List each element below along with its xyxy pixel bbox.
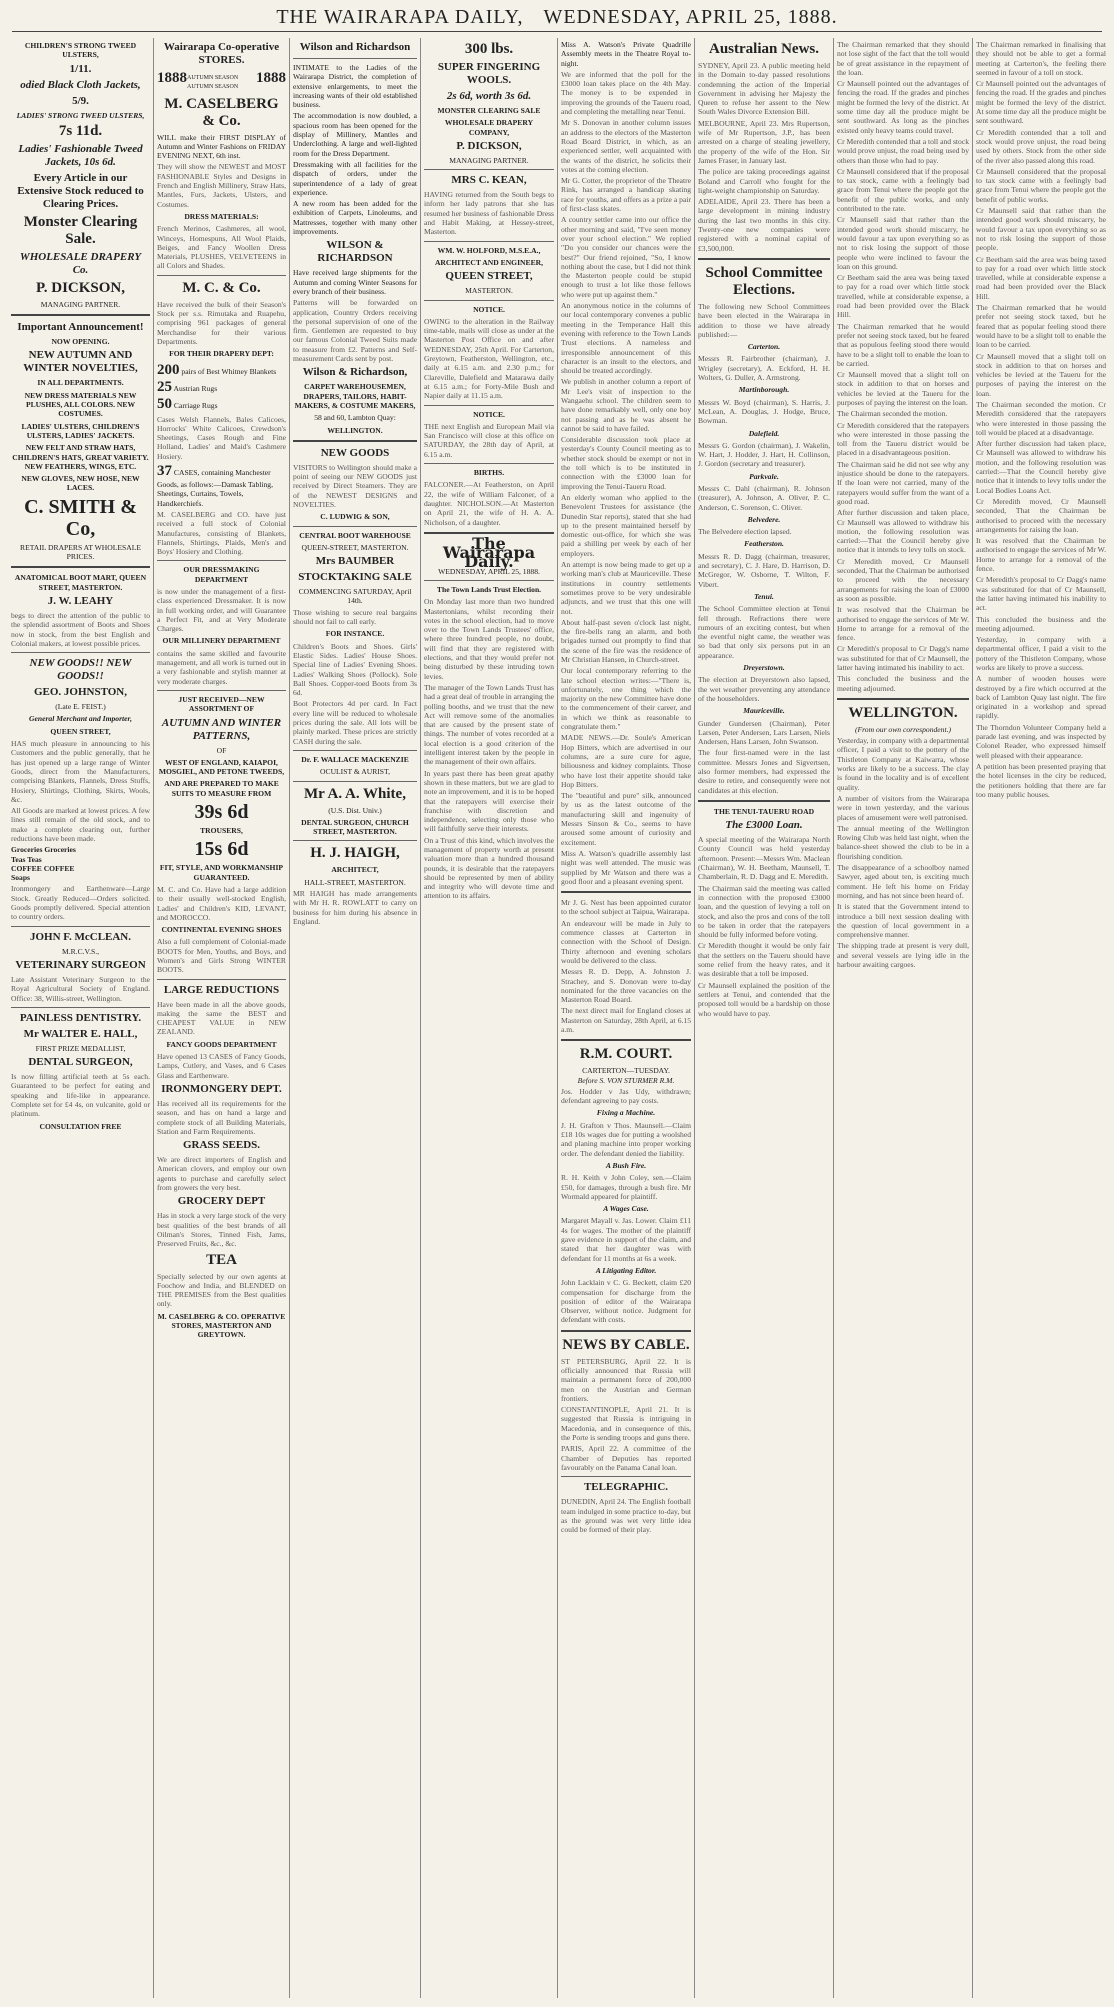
school-featherston: Featherston.: [744, 539, 784, 549]
rm-litigating: A Litigating Editor.: [595, 1265, 657, 1275]
ad-commencing: COMMENCING SATURDAY, April 14th.: [298, 587, 412, 606]
ad-coop: Wairarapa Co-operative STORES.: [163, 41, 280, 66]
ad-intimate: INTIMATE to the Ladies of the Wairarapa District, the completion of extensive enlargements, to meet the increasing wants of their old established business.: [293, 63, 417, 110]
ad-ladies-ulsters2: LADIES' ULSTERS, CHILDREN'S ULSTERS, LADIES' JACKETS.: [21, 421, 140, 440]
ad-holford: WM. W. HOLFORD, M.S.E.A.,: [437, 245, 541, 255]
ad-new-autumn: NEW AUTUMN AND WINTER NOVELTIES,: [23, 349, 138, 375]
ad-monster: Monster Clearing Sale.: [23, 213, 138, 247]
ad-fit: FIT, STYLE, AND WORKMANSHIP GUARANTEED.: [159, 863, 284, 882]
rm-before: Before S. VON STURMER R.M.: [577, 1075, 675, 1085]
ad-grocery: GROCERY DEPT: [177, 1195, 266, 1208]
ad-fashionable: Ladies' Fashionable Tweed Jackets, 10s 6d.: [18, 142, 143, 168]
ad-prize: FIRST PRIZE MEDALLIST,: [35, 1043, 126, 1053]
ad-dickson: P. DICKSON,: [35, 279, 126, 296]
ad-caselberg: M. CASELBERG & Co.: [164, 95, 279, 129]
ad-johnston: GEO. JOHNSTON,: [33, 686, 127, 699]
ad-all-departments: IN ALL DEPARTMENTS.: [37, 378, 124, 388]
ad-soaps: Soaps: [11, 873, 30, 883]
ad-dds: (U.S. Dist. Univ.): [328, 805, 382, 815]
ad-now-opening: NOW OPENING.: [51, 337, 110, 347]
count-50: 50: [157, 395, 172, 412]
ad-general: General Merchant and Importer,: [29, 714, 132, 724]
ad-queen: QUEEN STREET,: [445, 270, 533, 283]
daily-title: The Wairarapa Daily.: [442, 533, 536, 572]
notice-1: NOTICE.: [473, 304, 505, 314]
ad-teas: Teas Teas: [11, 854, 42, 864]
ad-prices: 2s 6d, worth 3s 6d.: [446, 90, 532, 102]
ad-show-day: WILL make their FIRST DISPLAY of Autumn and Winter Fashions on FRIDAY EVENING NEXT, 6th inst.: [157, 132, 286, 161]
ad-consultation: CONSULTATION FREE: [39, 1121, 122, 1131]
ad-prepared: AND ARE PREPARED TO MAKE SUITS TO MEASURE FROM: [164, 779, 279, 798]
column-2: Wairarapa Co-operative STORES. 1888 AUTUMN SEASON AUTUMN SEASON 1888 M. CASELBERG & Co. WILL make their FIRST DISPLAY of Autumn and Winter Fashions on FRIDAY EVENING NEXT, 6th inst. They will show the NEWEST and MOST FASHIONABLE Styles and Designs in French and English Millinery, Straw Hats, Mantles, Furs, Jackets, Ulsters, and Costumes. DRESS MATERIALS: French Merinos, Cashmeres, all wool, Winceys, Homespuns, All Wool Plaids, Beiges, and Fancy Woollen Dress Materials, PLUSHES, VELVETEENS in all Colors and Shades. M. C. & Co. Have received the bulk of their Season's Stock per s.s. Rimutaka and Ruapehu, comprising 961 packages of general Merchandise for their various Departments. FOR THEIR DRAPERY DEPT: 200 pairs of Best Whitney Blankets 25 Austrian Rugs 50 Carriage Rugs Cases Welsh Flannels, Bales Calicoes, Horrocks' White Calicoes, Crewdson's Sheetings, Cases Rough and Fine Holland, Ladies' and Maid's Cashmere Hosiery. 37 CASES, containing Manchester Goods, as follows:—Damask Tabling, Sheetings, Curtains, Towels, Handkerchiefs. M. CASELBERG and CO. have just received a full stock of Colonial Manufactures, consisting of Blankets, Flannels, Shirtings, Plaids, Men's and Boys' Hosiery and Clothing. OUR DRESSMAKING DEPARTMENT is now under the management of a first-class experienced Dressmaker. It is now in full working order, and will Guarantee a Perfect Fit, and at Very Moderate Charges. OUR MILLINERY DEPARTMENT contains the same skilled and favourite management, and all work is turned out in a very fashionable and stylish manner at very moderate charges. JUST RECEIVED—NEW ASSORTMENT OF AUTUMN AND WINTER PATTERNS, OF WEST OF ENGLAND, KAIAPOI, MOSGIEL, AND PETONE TWEEDS, AND ARE PREPARED TO MAKE SUITS TO MEASURE FROM 39s 6d TROUSERS, 15s 6d FIT, STYLE, AND WORKMANSHIP GUARANTEED. M. C. and Co. Have had a large addition to their usually well-stocked English, Ladies' and Children's KID, LEVANT, and MOROCCO. CONTINENTAL EVENING SHOES Also a full complement of Colonial-made BOOTS for Men, Youths, and Boys, and Women's and Girls Strong WINTER BOOTS. LARGE REDUCTIONS Have been made in all the above goods, making the same the BEST and CHEAPEST VALUE in NEW ZEALAND. FANCY GOODS DEPARTMENT Have opened 13 CASES of Fancy Goods, Lamps, Cutlery, and Vases, and 6 Cases Glass and Earthenware. IRONMONGERY DEPT. Has received all its requirements for the season, and has on hand a large and complete stock of all Building Materials, Station and Farm Requirements. GRASS SEEDS. We are direct importers of English and American clovers, and employ our own agents to purchase and carefully select from growers the very best. GROCERY DEPT Has in stock a very large stock of the very best qualities of the best brands of all Oilman's Stores, Tinned Fish, Jams, Preserved Fruits, &c., &c. TEA Specially selected by our own agents at Foochow and India, and BLENDED on THE PREMISES from the Best qualities only. M. CASELBERG & CO. OPERATIVE STORES, MASTERTON AND GREYTOWN.: [157, 41, 286, 1340]
rm-court: R.M. COURT.: [579, 1046, 673, 1063]
masthead: [0, 4, 1114, 30]
ad-masterton: MASTERTON.: [465, 286, 513, 296]
school-carterton: Carterton.: [747, 342, 781, 352]
ad-for-instance: FOR INSTANCE.: [325, 629, 385, 639]
year-left: 1888: [157, 70, 187, 86]
ad-dental: DENTAL SURGEON,: [28, 1056, 133, 1069]
ad-dressmaking: Dressmaking with all facilities for the dispatch of orders, under the superintendence of a lady of great experience.: [293, 159, 417, 197]
ad-wr-head: Wilson and Richardson: [299, 41, 411, 53]
ad-coffee: COFFEE COFFEE: [11, 863, 75, 873]
notice-2: NOTICE.: [473, 409, 505, 419]
count-25: 25: [157, 378, 172, 395]
column-7: The Chairman remarked that they should not lose sight of the fact that the toll would be of great assistance in the repayment of the loan. Cr Maunsell pointed out the advantages of fencing the road. If the grades and pinches might be formed the levy of the district. At some time day all the produce might be sent southward. As long as the pinches existed only heavy teams could travel. Cr Meredith contended that a toll and stock would prove unjust, the road being used by others than those who had to pay. Cr Maunsell considered that if the proposal to tax stock, came with a feelingly bad grace from Tenui where the people got the benefit of the public works, and only contributed to the rate. Cr Maunsell said that rather than the intended good work should miscarry, he would favour a tax upon everything so as not to risk losing the support of those people who were inclined to favour the loan on this ground. Cr Beetham said the area was being taxed to pay for a road over which little stock travelled, while at considerable expense, a road had been provided over the Black Hill. The Chairman remarked that he would prefer not seeing stock taxed, but he feared that as populous feeling stood there would have to be a slight toll to enable the loan to be carried. Cr Maunsell moved that a slight toll on stock in addition to that on horses and vehicles be levied at the Taueru for the purposes of paying the interest on the loan. The Chairman seconded the motion. Cr Meredith considered that the ratepayers who were interested in those passing the toll from the Taueru district would be placed in a disadvantageous position. The Chairman said he did not see why any injustice should be done to the ratepayers. If the loan were not carried, many of the ratepayers would suffer from the want of a good road. After further discussion and taken place, Cr Maunsell was allowed to withdraw his motion, the following resolution was carried:—That the Council hereby give notice that it intends to levy tolls on stock. Cr Meredith moved, Cr Maunsell seconded, That the Chairman be authorised to proceed with the necessary arrangements for raising the loan of £3000 as soon as possible. It was resolved that the Chairman be authorised to engage the services of Mr W. Horne to arrange for a removal of the fence. Cr Meredith's proposal to Cr Dagg's name was substituted for that of Cr Maunsell, the latter having intimated his inability to act. This concluded the business and the meeting adjourned. WELLINGTON. (From our own correspondent.) Yesterday, in company with a departmental officer, I paid a visit to the pottery of the Thistleton Company at Kaiwarra, whose works are likely to be a success. The clay is found in the locality and is of excellent quality. A number of visitors from the Wairarapa were in town yesterday, and the various places of amusement were well patronised. The annual meeting of the Wellington Rowing Club was held last night, when the balance-sheet showed the club to be in a flourishing condition. The disappearance of a schoolboy named Sawyer, aged about ten, is exciting much comment. He left his home on Friday morning, and has not since been heard of. It is stated that the Government intend to introduce a bill next session dealing with the question of local government in a comprehensive manner. The shipping trade at present is very dull, and several vessels are lying idle in the harbour awaiting cargoes.: [837, 40, 969, 970]
school-belvedere: Belvedere.: [747, 514, 781, 524]
ad-wr2: WILSON & RICHARDSON: [317, 239, 393, 265]
ad-painless: PAINLESS DENTISTRY.: [19, 1011, 142, 1024]
ad-accommodation: The accommodation is now doubled, a spacious room has been opened for the display of Millinery, Mantles and Underclothing. A large and well-lighted room for the Dress Department.: [293, 111, 417, 158]
ad-ladies-ulsters: LADIES' STRONG TWEED ULSTERS,: [16, 110, 145, 120]
ad-west: WEST OF ENGLAND, KAIAPOI, MOSGIEL, AND PETONE TWEEDS,: [158, 757, 285, 777]
masthead-date: WEDNESDAY, APRIL 25, 1888.: [543, 5, 838, 28]
ad-important: Important Announcement!: [17, 321, 144, 334]
wellington-corresp: (From our own correspondent.): [854, 724, 952, 734]
ad-white: Mr A. A. White,: [304, 785, 406, 802]
ad-queen: QUEEN-STREET, MASTERTON.: [301, 542, 409, 552]
ad-for-their: FOR THEIR DRAPERY DEPT:: [169, 349, 274, 359]
count-200: 200: [157, 361, 180, 378]
column-3: Wilson and Richardson INTIMATE to the Ladies of the Wairarapa District, the completion of extensive enlargements, to meet the increasing wants of their old established business. The accommodation is now doubled, a spacious room has been opened for the display of Millinery, Mantles and Underclothing. A large and well-lighted room for the Dress Department. Dressmaking with all facilities for the dispatch of orders, under the superintendence of a lady of great experience. A new room has been added for the exhibition of Carpets, Linoleums, and Mattresses, together with many other improvements. WILSON & RICHARDSON Have received large shipments for the Autumn and coming Winter Seasons for every branch of their business. Patterns will be forwarded on application, Country Orders receiving the personal supervision of one of the firm. Gentlemen are requested to buy our famous Colonial Tweed Suits made to measure from £2. Patterns and Self-measurement Cards sent by post. Wilson & Richardson, CARPET WAREHOUSEMEN, DRAPERS, TAILORS, HABIT-MAKERS, & COSTUME MAKERS, 58 and 60, Lambton Quay: WELLINGTON. NEW GOODS VISITORS to Wellington should make a point of seeing our NEW GOODS just received by Direct Steamers. They are of the NEWEST DESIGNS and NOVELTIES. C. LUDWIG & SON, CENTRAL BOOT WAREHOUSE QUEEN-STREET, MASTERTON. Mrs BAUMBER STOCKTAKING SALE COMMENCING SATURDAY, April 14th. Those wishing to secure real bargains should not fail to call early. FOR INSTANCE. Children's Boots and Shoes. Girls' Elastic Sides. Ladies' House Shoes. Special line of Ladies' Evening Shoes. Ladies' Walking Shoes (Pollock). Sole Ball Shoes. Copper-toed Boots from 3s 6d. Boot Protectors 4d per card. In Fact every line will be reduced to wholesale prices during the sale. All lots will be plainly marked. These prices are strictly CASH during the sale. Dr. F. WALLACE MACKENZIE OCULIST & AURIST, Mr A. A. White, (U.S. Dist. Univ.) DENTAL SURGEON, CHURCH STREET, MASTERTON. H. J. HAIGH, ARCHITECT, HALL-STREET, MASTERTON. MR HAIGH has made arrangements with Mr H. R. ROWLATT to carry on business for him during his absence in England.: [293, 41, 417, 926]
ad-jackets: odied Black Cloth Jackets,: [20, 78, 141, 91]
ad-vet: VETERINARY SURGEON: [15, 958, 146, 971]
ad-large: Have received large shipments for the Autumn and coming Winter Seasons for every branch of their business.: [293, 268, 417, 296]
ad-lbs: 300 lbs.: [464, 41, 514, 57]
count-37: 37: [157, 463, 172, 480]
ad-oculist: OCULIST & AURIST,: [320, 767, 390, 777]
ad-hall: HALL-STREET, MASTERTON.: [304, 877, 406, 887]
ad-grass: GRASS SEEDS.: [182, 1139, 261, 1152]
ad-address: 58 and 60, Lambton Quay:: [314, 413, 396, 423]
ad-wellington: WELLINGTON.: [327, 425, 383, 435]
ad-dress-materials: NEW DRESS MATERIALS NEW PLUSHES, ALL COLORS. NEW COSTUMES.: [24, 390, 137, 419]
rm-fixing: Fixing a Machine.: [596, 1108, 656, 1118]
ad-mclean: JOHN F. McCLEAN.: [29, 930, 132, 943]
ad-specialist: Dr. F. WALLACE MACKENZIE: [301, 754, 409, 764]
column-6: Australian News. SYDNEY, April 23. A public meeting held in the Domain to-day passed resolutions condemning the action of the Imperial Government in advising her Majesty the Queen to refuse her assent to the New South Wales Divorce Extension Bill. MELBOURNE, April 23. Mrs Rupertson, wife of Mr Rupertson, J.P., has been arrested on a charge of stealing jewellery, the property of the wife of the Hon. Sir James Fraser, in January last. The police are taking proceedings against Boland and Carroll who fought for the light-weight championship on Saturday. ADELAIDE, April 23. There has been a large development in mining industry during the last two months in this city. Twenty-one new companies were registered with a nominal capital of £3,500,000. School Committee Elections. The following new School Committees have been elected in the Wairarapa in addition to those we have already published:— Carterton. Messrs R. Fairbrother (chairman), J. Wrigley (secretary), A. Eckford, H. H. Wolters, G. Duller, A. Armstrong. Martinborough. Messrs W. Boyd (chairman), S. Harris, J. McLean, A. Douglas, J. Hodge, Bruce, Bowman. Dalefield. Messrs G. Gordon (chairman), J. Wakelin, W. Hart, J. Hodder, J. Hart, H. Collinson, J. Gordon (secretary and treasurer). Parkvale. Messrs C. Dahl (chairman), R. Johnson (treasurer), A. Johnson, A. Oliver, P. C. Anderson, C. Sorenson, C. Oliver. Belvedere. The Belvedere election lapsed. Featherston. Messrs R. D. Dagg (chairman, treasurer, and secretary), C. J. Hare, D. Harrison, D. McGregor, W. Osborne, T. Wilton, F. Vibert. Tenui. The School Committee election at Tenui fell through. Refractions there were rumours of an exciting contest, but when the eventful night came, the weather was so bad that only six persons put in an appearance. Dreyerstown. The election at Dreyerstown also lapsed, the wet weather preventing any attendance of the householders. Mauriceville. Gunder Gundersen (Chairman), Peter Larsen, Peter Andersen, Lars Larsen, Niels Andersen, Hans Larsen, John Swanson. The four first-named were in the last committee. Messrs Jones and Sigvertsen, also former members, had expressed the desire to retire, and consequently were not candidates at this election. THE TENUI-TAUERU ROAD The £3000 Loan. A special meeting of the Wairarapa North County Council was held yesterday afternoon. Present:—Messrs Wm. Maclean (Chairman), W. H. Beetham, Maunsell, T. Chamberlain, R. D. Dagg and E. Meredith. The Chairman said the meeting was called in connection with the proposed £3000 loan, and the question of levying a toll on stock, and also the pros and cons of the toll to be taken in order that the ratepayers should be fully informed before voting. Cr Meredith thought it would be only fair that the settlers on the Taueru should have some relief from the heavy rates, and it was desirable that a toll be imposed. Cr Maunsell explained the position of the settlers at Tenui, and contended that the proposed toll would be a hardship on those who would have to pay.: [698, 41, 830, 1018]
rm-bush-fire: A Bush Fire.: [605, 1160, 647, 1170]
rm-carterton: CARTERTON—TUESDAY.: [582, 1066, 670, 1076]
ad-gloves: NEW GLOVES, NEW HOSE, NEW LACES.: [21, 474, 140, 493]
ad-mc-co: M. C. & Co.: [182, 279, 261, 296]
ad-ladies-ulsters-price: 7s 11d.: [58, 122, 103, 139]
telegraphic: TELEGRAPHIC.: [583, 1481, 669, 1494]
rm-wages: A Wages Case.: [603, 1204, 649, 1214]
ad-smith: C. SMITH & Co,: [24, 495, 137, 540]
ad-fancy-goods: FANCY GOODS DEPARTMENT: [166, 1039, 277, 1049]
article-election: The Town Lands Trust Election.: [436, 584, 542, 594]
ad-ulsters-price: 1/11.: [69, 62, 92, 75]
year-right: 1888: [256, 70, 286, 86]
ad-carpet: CARPET WAREHOUSEMEN, DRAPERS, TAILORS, HABIT-MAKERS, & COSTUME MAKERS,: [294, 382, 416, 410]
tenui-road: THE TENUI-TAUERU ROAD: [713, 806, 815, 816]
ad-dressmaking: OUR DRESSMAKING DEPARTMENT: [183, 565, 260, 584]
ad-every-article: Every Article in our Extensive Stock reduced to Clearing Prices.: [17, 171, 144, 210]
ad-new-goods: NEW GOODS: [320, 446, 390, 459]
ad-late: (Late E. FEIST.): [55, 702, 106, 712]
australian-news: Australian News.: [708, 41, 819, 57]
ad-dental: DENTAL SURGEON, CHURCH STREET, MASTERTON.: [301, 817, 409, 837]
tenui-loan: The £3000 Loan.: [725, 819, 803, 832]
school-elections: School Committee Elections.: [705, 264, 823, 298]
ad-ironmongery: IRONMONGERY DEPT.: [161, 1082, 282, 1095]
ad-jackets-price: 5/9.: [72, 94, 89, 107]
ad-central: CENTRAL BOOT WAREHOUSE: [299, 530, 411, 540]
ad-stocktaking: STOCKTAKING SALE: [298, 571, 412, 584]
ad-price2: 15s 6d: [194, 838, 249, 861]
ad-wholesale: WHOLESALE DRAPERY Co.: [19, 250, 142, 276]
ad-super: SUPER FINGERING WOOLS.: [437, 61, 541, 86]
ad-groceries: Groceries Groceries: [11, 845, 76, 855]
school-tenui: Tenui.: [754, 591, 774, 601]
ad-boot-mart: ANATOMICAL BOOT MART, QUEEN STREET, MASTERTON.: [14, 573, 147, 592]
ad-millinery: OUR MILLINERY DEPARTMENT: [162, 636, 281, 646]
ad-haigh: H. J. HAIGH,: [310, 845, 400, 862]
ad-leahy: J. W. LEAHY: [47, 594, 114, 607]
column-8: The Chairman remarked in finalising that they should not be able to get a formal meeting at Carterton's, the feeling there seemed in favour of a toll on stock. Cr Maunsell pointed out the advantages of fencing the road. If the grades and pinches might be formed the levy of the district. At some time day all the produce might be sent southward. Cr Meredith contended that a toll and stock would prove unjust, the road being used by others. Stock from the other side of the river also passed along this road. Cr Maunsell considered that the proposal to tax stock came with a feelingly bad grace from Tenui where the people got the benefit of public works. Cr Maunsell said that rather than the intended good work should miscarry, he would favour a tax upon everything so as not to risk losing the support of those people. Cr Beetham said the area was being taxed to pay for a road over which little stock travelled, while at considerable expense a road had been provided over the Black Hill. The Chairman remarked that he would prefer not seeing stock taxed, but he feared that as popular feeling stood there would have to be a slight toll to enable the loan to be carried. Cr Maunsell moved that a slight toll on stock in addition to that on horses and vehicles be levied at the Taueru for the purposes of paying the interest on the loan. The Chairman seconded the motion. Cr Meredith considered that the ratepayers who were interested in those passing the toll would be placed at a disadvantage. After further discussion had taken place, Cr Maunsell was allowed to withdraw his motion, and the following resolution was carried:—That the Council hereby give notice that it intends to levy tolls under the Local Bodies Loans Act. Cr Meredith moved, Cr Maunsell seconded, That the Chairman be authorised to proceed with the necessary arrangements for raising the loan. It was resolved that the Chairman be authorised to engage the services of Mr W. Horne to arrange for a removal of the fence. Cr Meredith's proposal to Cr Dagg's name was substituted for that of Cr Maunsell, the latter having intimated his inability to act. This concluded the business and the meeting adjourned. Yesterday, in company with a departmental officer, I paid a visit to the pottery of the Thistleton Company, whose works are likely to prove a success. A number of wooden houses were destroyed by a fire which occurred at the back of Lambton Quay last night. The fire originated in a workshop and spread rapidly. The Thorndon Volunteer Company held a parade last evening, and was inspected by Colonel Reader, who expressed himself well pleased with their appearance. A petition has been presented praying that the hotel licenses in the city be reduced, the petitioners holding that there are far too many public houses.: [976, 40, 1106, 799]
ad-of: OF: [216, 745, 227, 755]
daily-date: WEDNESDAY, APRIL 25, 1888.: [438, 566, 540, 576]
school-dalefield: Dalefield.: [748, 428, 780, 438]
ad-new-goods: NEW GOODS!! NEW GOODS!!: [29, 657, 132, 683]
wellington-head: WELLINGTON.: [848, 704, 958, 721]
ad-new-room: A new room has been added for the exhibition of Carpets, Linoleums, and Mattresses, together with many other improvements.: [293, 199, 417, 237]
column-1: CHILDREN'S STRONG TWEED ULSTERS, 1/11. odied Black Cloth Jackets, 5/9. LADIES' STRONG TWEED ULSTERS, 7s 11d. Ladies' Fashionable Tweed Jackets, 10s 6d. Every Article in our Extensive Stock reduced to Clearing Prices. Monster Clearing Sale. WHOLESALE DRAPERY Co. P. DICKSON, MANAGING PARTNER. Important Announcement! NOW OPENING. NEW AUTUMN AND WINTER NOVELTIES, IN ALL DEPARTMENTS. NEW DRESS MATERIALS NEW PLUSHES, ALL COLORS. NEW COSTUMES. LADIES' ULSTERS, CHILDREN'S ULSTERS, LADIES' JACKETS. NEW FELT AND STRAW HATS, CHILDREN'S HATS, GREAT VARIETY. NEW FEATHERS, WINGS, ETC. NEW GLOVES, NEW HOSE, NEW LACES. C. SMITH & Co, RETAIL DRAPERS AT WHOLESALE PRICES. ANATOMICAL BOOT MART, QUEEN STREET, MASTERTON. J. W. LEAHY begs to direct the attention of the public to the splendid assortment of Boots and Shoes now in stock, from the best English and Colonial makers, at lowest possible prices. NEW GOODS!! NEW GOODS!! GEO. JOHNSTON, (Late E. FEIST.) General Merchant and Importer, QUEEN STREET, HAS much pleasure in announcing to his Customers and the public generally, that he has just opened up a large range of Winter Goods, direct from the Manufacturers, comprising Blankets, Flannels, Dress Stuffs, Hosiery, Shirtings, Clothing, Skirts, Wools, &c. All Goods are marked at lowest prices. A few lines still remain of the old stock, and to make a complete clearing out, further reductions have been made. Groceries Groceries Teas Teas COFFEE COFFEE Soaps Ironmongery and Earthenware—Large Stock. Greatly Reduced—Orders solicited. Goods promptly delivered. Special attention to country orders. JOHN F. McCLEAN. M.R.C.V.S., VETERINARY SURGEON Late Assistant Veterinary Surgeon to the Royal Agricultural Society of England. Office: 38, Willis-street, Wellington. PAINLESS DENTISTRY. Mr WALTER E. HALL, FIRST PRIZE MEDALLIST, DENTAL SURGEON, Is now filling artificial teeth at 5s each. Guaranteed to be perfect for eating and speaking and life-like in appearance. Complete set for £4 4s, on vulcanite, gold or platinum. CONSULTATION FREE: [11, 41, 150, 1131]
ad-large-reductions: LARGE REDUCTIONS: [163, 983, 280, 996]
ad-hall: Mr WALTER E. HALL,: [23, 1027, 138, 1040]
school-parkvale: Parkvale.: [749, 471, 779, 481]
ad-architect: ARCHITECT,: [331, 865, 379, 875]
school-dreyerstown: Dreyerstown.: [743, 663, 785, 673]
school-martinborough: Martinborough.: [738, 385, 790, 395]
autumn-season: AUTUMN SEASON AUTUMN SEASON: [187, 75, 239, 91]
masthead-title: THE WAIRARAPA DAILY,: [276, 5, 524, 28]
ad-dress-materials2: DRESS MATERIALS:: [184, 211, 259, 221]
ad-dickson: P. DICKSON,: [456, 139, 522, 152]
ad-price1: 39s 6d: [194, 801, 249, 824]
ad-footer: M. CASELBERG & CO. OPERATIVE STORES, MASTERTON AND GREYTOWN.: [157, 1311, 286, 1340]
ad-kean: MRS C. KEAN,: [451, 174, 527, 187]
ad-felt-hats: NEW FELT AND STRAW HATS, CHILDREN'S HATS, GREAT VARIETY. NEW FEATHERS, WINGS, ETC.: [12, 443, 149, 471]
ad-queen: QUEEN STREET,: [50, 726, 111, 736]
ad-continental: CONTINENTAL EVENING SHOES: [161, 925, 282, 935]
ad-retail: RETAIL DRAPERS AT WHOLESALE PRICES.: [20, 542, 141, 562]
births: BIRTHS.: [473, 468, 505, 478]
ad-autumn-winter: AUTUMN AND WINTER PATTERNS,: [161, 716, 282, 742]
column-4: 300 lbs. SUPER FINGERING WOOLS. 2s 6d, worth 3s 6d. MONSTER CLEARING SALE WHOLESALE DRAPERY COMPANY, P. DICKSON, MANAGING PARTNER. MRS C. KEAN, HAVING returned from the South begs to inform her lady patrons that she has resumed her business of fashionable Dress and Habit Making, at Hessey-street, Masterton. WM. W. HOLFORD, M.S.E.A., ARCHITECT AND ENGINEER, QUEEN STREET, MASTERTON. NOTICE. OWING to the alteration in the Railway time-table, mails will close as under at the Masterton Post Office on and after WEDNESDAY, 25th April. For Carterton, Greytown, Featherston, Wellington, etc., daily at 6.15 a.m. and 2.30 p.m.; for Clareville, Dalefield and Matarawa daily at 6.15 a.m.; for Forty-Mile Bush and Napier daily at 11.15 a.m. NOTICE. THE next English and European Mail via San Francisco will close at this office on SATURDAY, the 28th day of April, at 6.15 a.m. BIRTHS. FALCONER.—At Featherston, on April 22, the wife of William Falconer, of a daughter. NICHOLSON.—At Masterton on April 21, the wife of H. A. A. Nicholson, of a daughter. The Wairarapa Daily. WEDNESDAY, APRIL 25, 1888. The Town Lands Trust Election. On Monday last more than two hundred Mastertonians, whilst recording their votes in the school election, had to move over to the Town Lands Trustees' office, where three hundred people, no doubt, will find that they are registered with elections, and that they would prefer not being disturbed by these intruding town levies. The manager of the Town Lands Trust has had a great deal of trouble in arranging the polling booths, and we trust that the new Act will remove some of the anomalies that are caused by the present state of things. The number of votes recorded at a local election is a good criterion of the intelligent interest taken by the people in the management of their own affairs. In years past there has been great apathy shown in these matters, but we are glad to note an improvement, and it is to be hoped that the ratepayers will exercise their franchise with discretion and independence, selecting only those who will faithfully serve their interests. On a Trust of this kind, which involves the management of property worth at present valuation more than a hundred thousand pounds, it is desirable that the ratepayers should be represented by men of ability and integrity who will devote time and attention to its affairs.: [424, 41, 554, 901]
ad-monster: MONSTER CLEARING SALE: [437, 106, 541, 115]
ad-managing: MANAGING PARTNER.: [449, 155, 529, 165]
ad-tea: TEA: [206, 1251, 237, 1268]
ad-architect: ARCHITECT AND ENGINEER,: [434, 257, 544, 267]
ad-trousers: TROUSERS,: [200, 826, 243, 836]
ad-wholesale: WHOLESALE DRAPERY COMPANY,: [444, 118, 534, 137]
ad-ulsters: CHILDREN'S STRONG TWEED ULSTERS,: [24, 41, 137, 60]
ad-baumber: Mrs BAUMBER: [315, 555, 395, 568]
news-cable: NEWS BY CABLE.: [562, 1336, 690, 1353]
masthead-rule: [12, 31, 1102, 32]
ad-mrcvs: M.R.C.V.S.,: [61, 946, 99, 956]
ad-just-received: JUST RECEIVED—NEW ASSORTMENT OF: [178, 694, 265, 714]
column-5: Miss A. Watson's Private Quadrille Assembly meets in the Theatre Royal to-night. We are informed that the poll for the £3000 loan takes place on the 4th May. The money is to be expended in improving the grounds of the Taueru road, and completing the metalling near Tenui. Mr S. Donovan in another column issues an address to the electors of the Masterton Road Board District, in which, as an experienced settler, well acquainted with the wants of the district, he solicits their votes at the coming election. Mr G. Cotter, the proprietor of the Theatre Rink, has arranged a handicap skating race for youths, and offers as a prize a pair of first-class skates. A country settler came into our office the other morning and said, "I've seen money over your school election." We replied "Do you consider our chances were the best?" Our friend rejoined, "So, I know nothing about the case, but I did not think the Masterton people could be stupid enough to trust a lot like those fellows who were put up against them." An anonymous notice in the columns of our local contemporary convenes a public meeting in the Temperance Hall this evening with reference to the Town Lands Trust elections. A nameless and irresponsible announcement of this character is an insult to the electors, and should be treated accordingly. We publish in another column a report of Mr Lee's visit of inspection to the Wangaehu school. The children seem to have done remarkably well, only one boy not passing and as he was absent he cannot be said to have failed. Considerable discussion took place at yesterday's County Council meeting as to whether stock should be exempt or not in the toll which is to be instituted in connection with the £3000 loan for improving the Tenui-Taueru Road. An elderly woman who applied to the Benevolent Trustees for assistance (the Dunedin Star reports), stated that she had up to the present maintained herself by domestic out-office, for which she was paid a shilling per week by each of her employers. An attempt is now being made to get up a working man's club at Mauriceville. These institutions in country settlements sometimes prove to be very undesirable adjuncts, and we trust that this one will not. About half-past seven o'clock last night, the fire-bells rang an alarm, and both brigades turned out promptly to find that the scene of the fire was the residence of Mr Christian Hansen, in Church-street. Our local contemporary referring to the late school election writes:—"There is, unfortunately, one thing which the majority on the new Committee have done to the commencement of their career, and in which we think as reasonable to congratulate them." MADE NEWS.—Dr. Soule's American Hop Bitters, which are advertised in our columns, are a sure cure for ague, biliousness and kidney complaints. Those who have lost their appetite should take Hop Bitters. The "beautiful and pure" silk, announced by us as the latest outcome of the manufacturing skill and ingenuity of Messrs Sinson & Co., seems to have aroused some amount of curiosity and excitement. Miss A. Watson's quadrille assembly last night was well attended. The music was supplied by Mr Watson and there was a good floor and a pleasant evening spent. Mr J. G. Nest has been appointed curator to the school subject at Taipua, Wairarapa. An endeavour will be made in July to commence classes at Carterton in connection with the School of Design. Thirty afternoon and evening scholars would be delivered to the class. Messrs R. D. Depp, A. Johnston J. Strachey, and S. Donovan were to-day nominated for the three vacancies on the Masterton Road Board. The next direct mail for England closes at Masterton on Saturday, 28th April, at 6.15 a.m. R.M. COURT. CARTERTON—TUESDAY. Before S. VON STURMER R.M. Jos. Hodder v Jas Udy, withdrawn; defendant agreeing to pay costs. Fixing a Machine. J. H. Grafton v Thos. Maunsell.—Claim £18 10s wages due for putting a woolshed and planing machine into proper working order. The defendant denied the liability. A Bush Fire. R. H. Keith v John Coley, sen.—Claim £50, for damages, through a bush fire. Mr Wormald appeared for plaintiff. A Wages Case. Margaret Mayall v. Jas. Lower. Claim £11 4s for wages. The mother of the plaintiff gave evidence in support of the claim, and stated that her daughter was with defendant for 11 months at 6s a week. A Litigating Editor. John Lacklain v C. G. Beckett, claim £20 compensation for discharge from the position of editor of the Wairarapa Observer, without notice. Judgment for defendant with costs. NEWS BY CABLE. ST PETERSBURG, April 22. It is officially announced that Russia will maintain a permanent force of 200,000 men on the Austrian and German frontiers. CONSTANTINOPLE, April 21. It is suggested that Russia is intriguing in Macedonia, and in consequence of this, the Porte is sending troops and guns there. PARIS, April 22. A committee of the Chamber of Deputies has reported favourably on the Panama Canal loan. TELEGRAPHIC. DUNEDIN, April 24. The English football team indulged in some practice to-day, but as the ground was wet very little idea could be formed of their play.: [561, 40, 691, 1535]
ad-ludwig: C. LUDWIG & SON,: [320, 512, 390, 522]
ad-managing: MANAGING PARTNER.: [40, 299, 121, 309]
school-mauriceville: Mauriceville.: [743, 706, 785, 716]
ad-wr3: Wilson & Richardson,: [302, 366, 408, 379]
local-intro: Miss A. Watson's Private Quadrille Assembly meets in the Theatre Royal to-night.: [561, 40, 691, 68]
